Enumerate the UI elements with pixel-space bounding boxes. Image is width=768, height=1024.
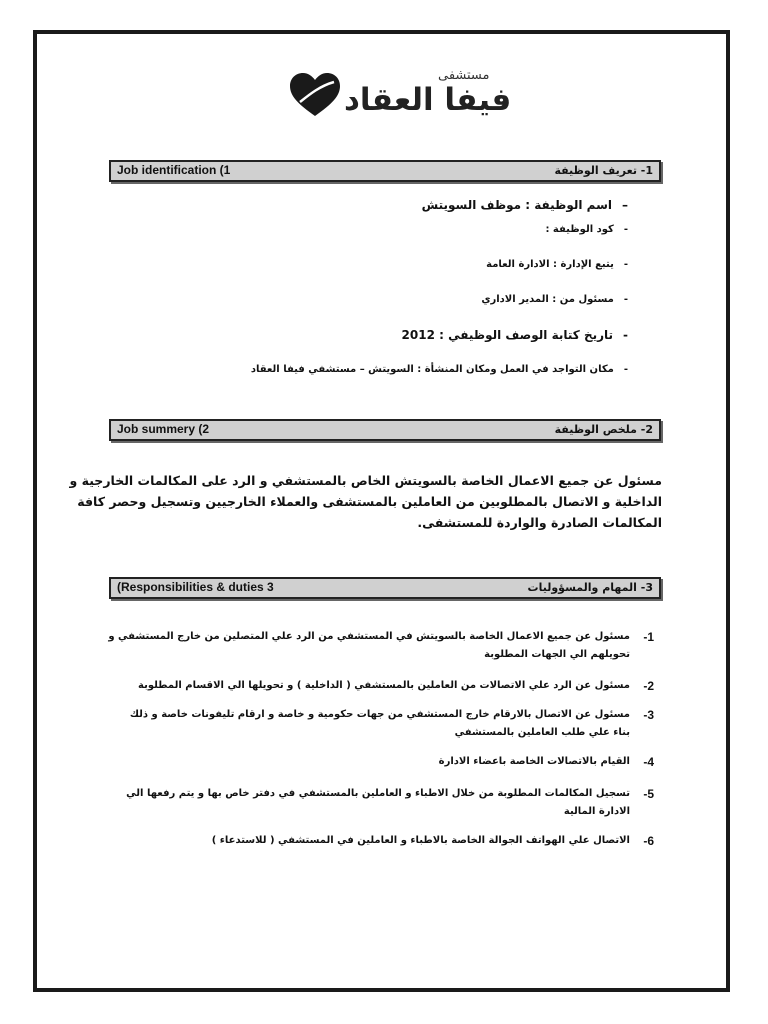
duty-line: الادارة المالية: [563, 806, 630, 817]
duty-number: 1-: [643, 630, 654, 644]
section-header-summary: [109, 419, 661, 441]
duty-item: [211, 832, 654, 850]
duty-item: [126, 785, 654, 821]
duty-number: 4-: [643, 755, 654, 769]
duty-number: 6-: [643, 834, 654, 848]
hospital-logo: [288, 68, 518, 118]
id-date: [402, 328, 628, 342]
section-title-en: Job summery (2: [117, 422, 210, 436]
job-summary-text: [69, 470, 662, 533]
id-location: [251, 364, 628, 375]
id-text: مسئول من : المدير الاداري: [481, 294, 614, 305]
id-text: اسم الوظيفة : موظف السويتش: [421, 198, 612, 212]
duty-line: بناء علي طلب العاملين بالمستشفي: [454, 727, 630, 738]
id-department: [486, 259, 628, 270]
bullet: -: [623, 364, 628, 375]
section-title-ar: 1- تعريف الوظيفة: [554, 164, 653, 177]
id-job-title: [422, 198, 628, 212]
duty-line: تسجيل المكالمات المطلوبة من خلال الاطباء و العاملين بالمستشفي في دفتر خاص بها و يتم رفعها الي: [126, 788, 630, 799]
duty-item: [108, 628, 654, 664]
duty-item: [438, 753, 654, 771]
duty-line: مسئول عن جميع الاعمال الخاصة بالسويتش في المستشفي من الرد علي المتصلين من خارج المستشفي و: [108, 631, 630, 642]
duty-line: تحويلهم الي الجهات المطلوبة: [484, 649, 630, 660]
bullet: -: [623, 259, 628, 270]
duty-line: القيام بالاتصالات الخاصة باعضاء الادارة: [438, 756, 630, 767]
bullet: -: [623, 328, 628, 342]
logo-main-text: فيفا العقاد: [344, 82, 512, 118]
id-text: كود الوظيفة :: [545, 224, 614, 235]
section-title-ar: 2- ملخص الوظيفة: [554, 423, 653, 436]
id-text: مكان التواجد في العمل ومكان المنشأة : السويتش – مستشفي فيفا العقاد: [250, 364, 614, 375]
heart-logo-icon: [288, 72, 342, 118]
section-title-ar: 3- المهام والمسؤوليات: [527, 581, 653, 594]
section-title-en: Job identification (1: [117, 163, 231, 177]
duty-number: 5-: [643, 787, 654, 801]
summary-line: الداخلية و الاتصال بالمطلوبين من العاملين بالمستشفى والعملاء الخارجيين وتسجيل وحصر كافة: [77, 494, 662, 509]
bullet: -: [623, 224, 628, 235]
duty-item: [138, 677, 654, 695]
id-job-code: [545, 224, 628, 235]
id-reports-to: [481, 294, 628, 305]
id-text: يتبع الإدارة : الادارة العامة: [486, 259, 614, 270]
duty-number: 3-: [643, 708, 654, 722]
bullet: -: [623, 294, 628, 305]
id-text: تاريخ كتابة الوصف الوظيفي : 2012: [401, 328, 614, 342]
duty-item: [129, 706, 654, 742]
duty-line: مسئول عن الاتصال بالارقام خارج المستشفي من جهات حكومية و خاصة و ارقام تليفونات خاصة و ذلك: [129, 709, 630, 720]
summary-line: مسئول عن جميع الاعمال الخاصة بالسويتش الخاص بالمستشفي و الرد على المكالمات الخارجية و: [69, 473, 662, 488]
section-header-duties: [109, 577, 661, 599]
duty-line: مسئول عن الرد علي الاتصالات من العاملين بالمستشفي ( الداخلية ) و تحويلها الي الاقسام المطلوبة: [138, 680, 630, 691]
bullet: –: [622, 198, 628, 212]
duty-line: الاتصال علي الهواتف الجوالة الخاصة بالاطباء و العاملين في المستشفي ( للاستدعاء ): [211, 835, 630, 846]
section-header-identification: [109, 160, 661, 182]
summary-line: المكالمات الصادرة والواردة للمستشفى.: [417, 515, 662, 530]
section-title-en: (Responsibilities & duties 3: [117, 580, 274, 594]
logo-small-text: مستشفى: [438, 68, 490, 83]
duty-number: 2-: [643, 679, 654, 693]
